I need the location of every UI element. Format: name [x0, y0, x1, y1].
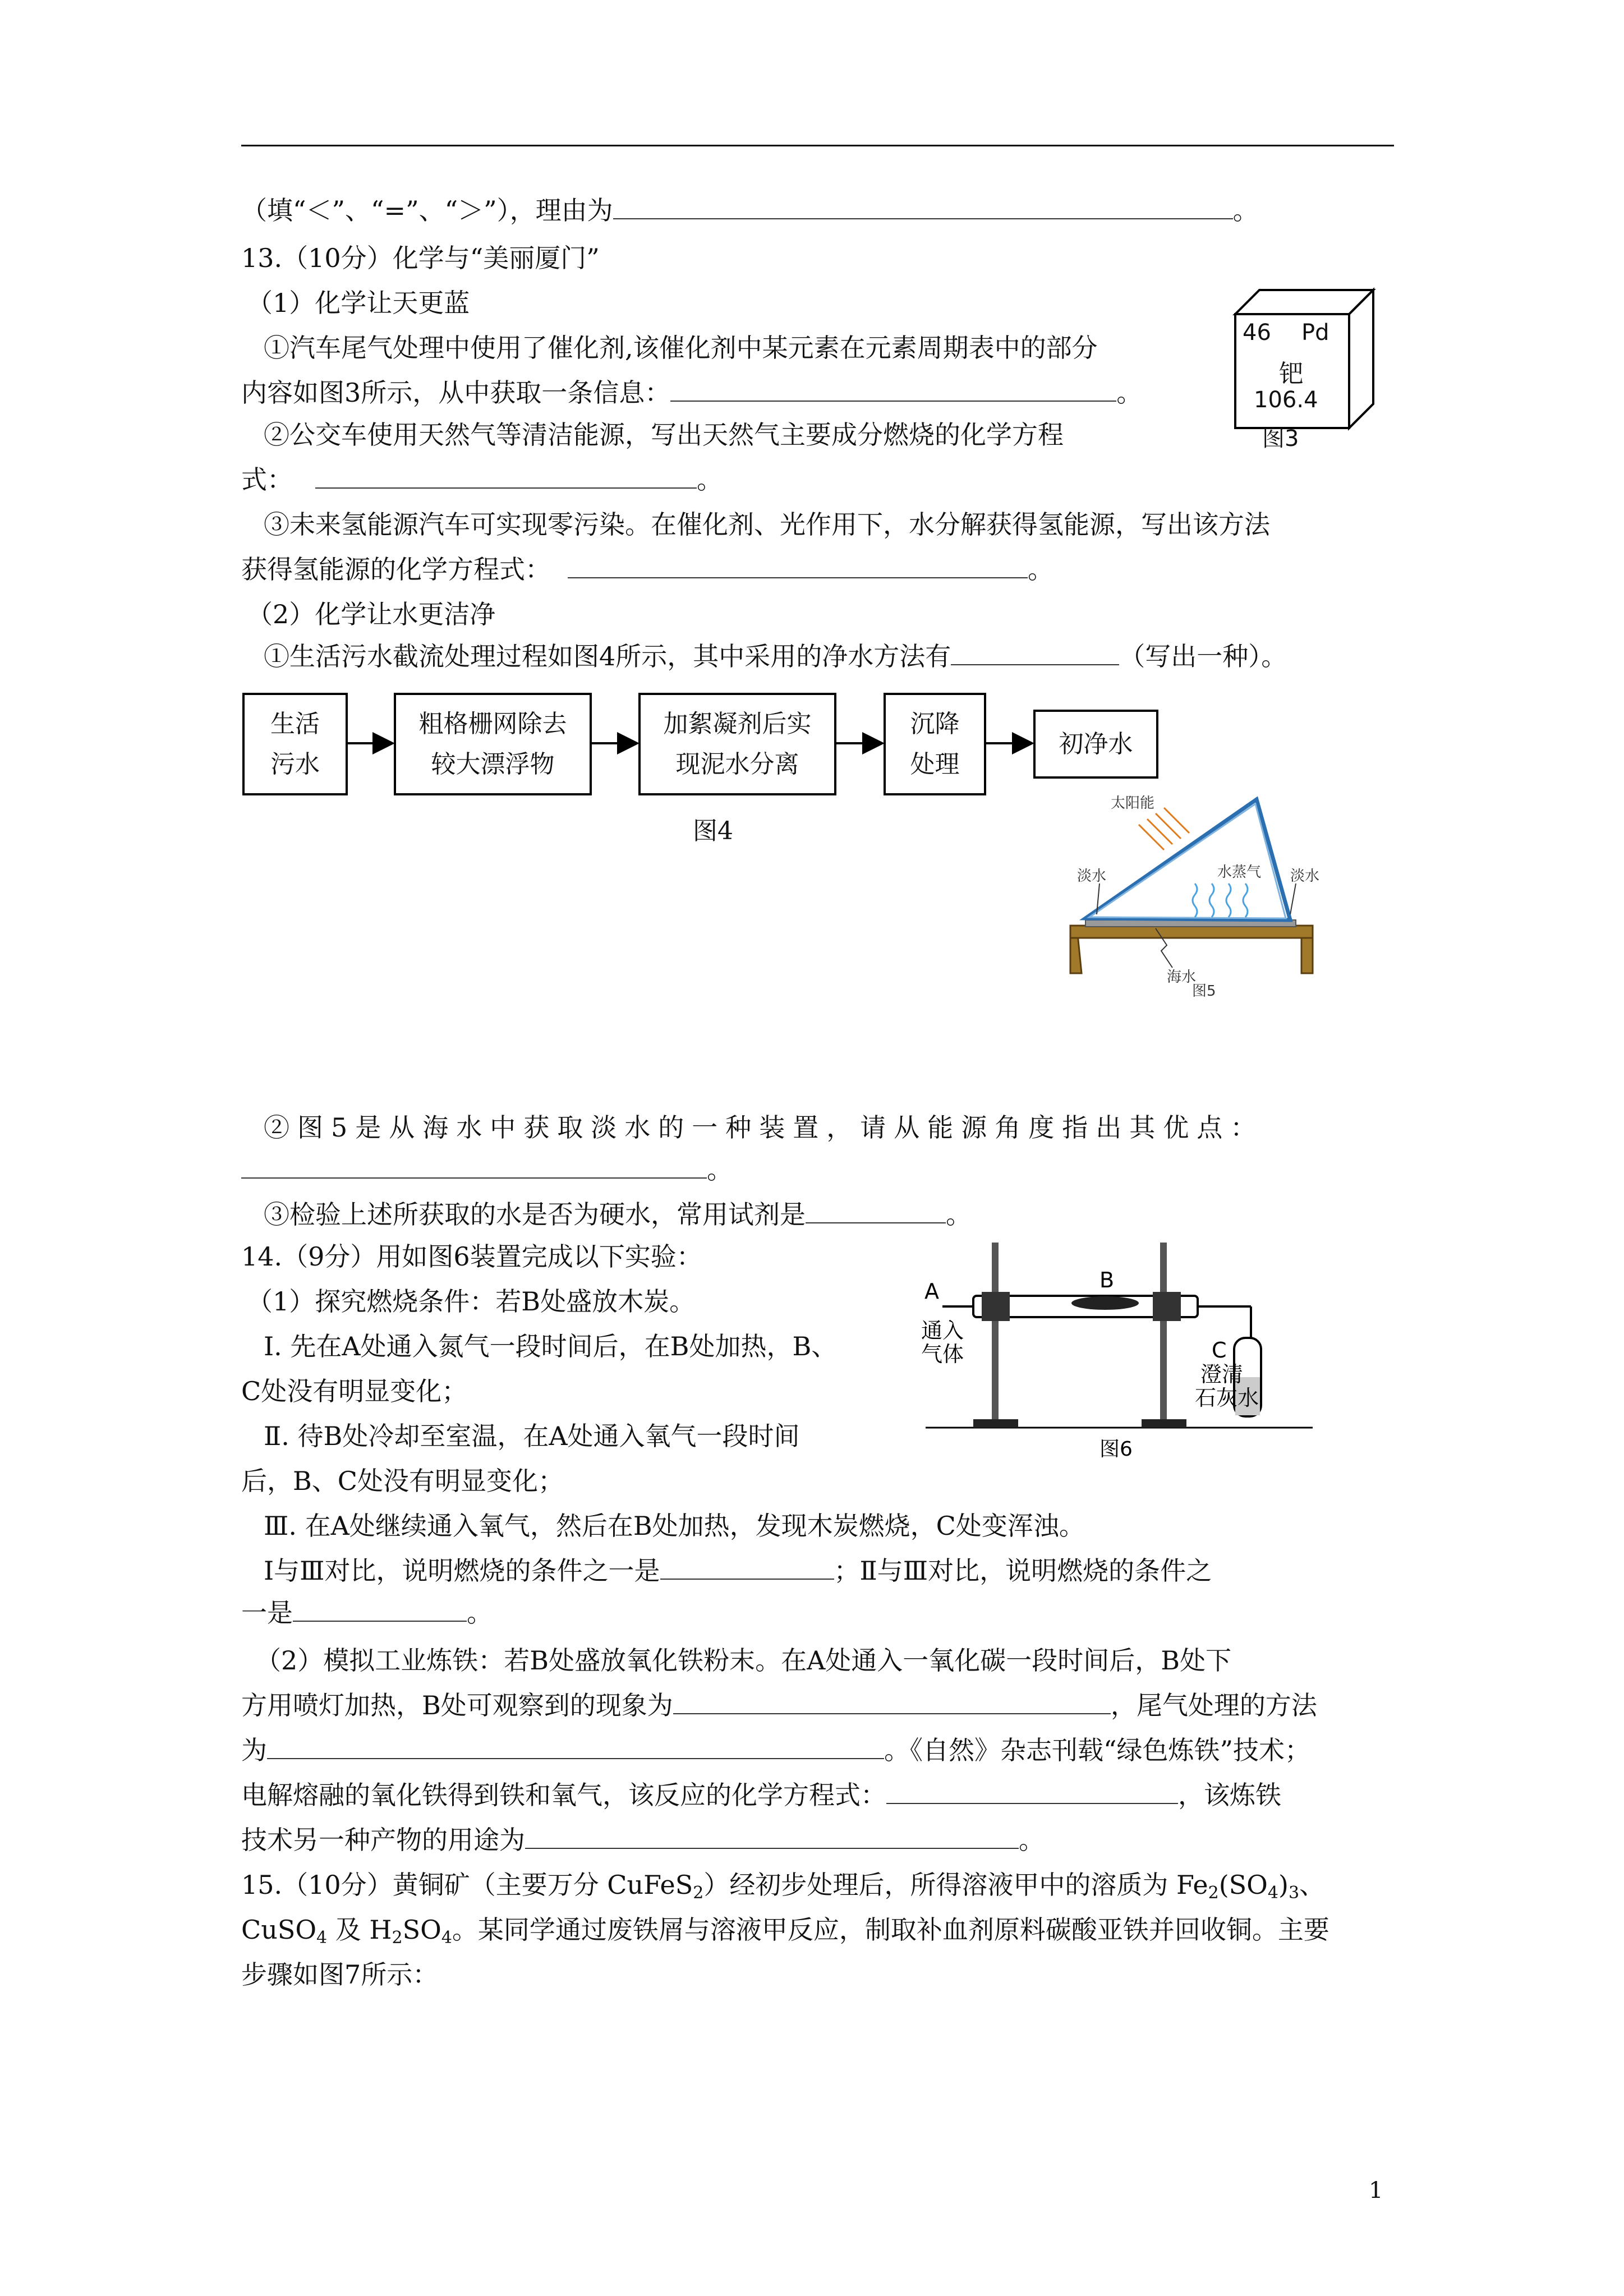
figure-5-caption: 图5: [1192, 983, 1216, 1000]
q15-line-a: 15.（10分）黄铜矿（主要万分 CuFeS$_2$）经初步处理后，所得溶液甲中的溶质为 $Fe_2(SO_4)_3$、: [241, 1870, 1326, 1903]
label-solar-energy: 太阳能: [1111, 795, 1155, 812]
label-limewater-1: 澄清: [1200, 1362, 1244, 1387]
q14-part2-d: 电解熔融的氧化铁得到铁和氧气，该反应的化学方程式： ，该炼铁: [241, 1778, 1281, 1812]
q14-part1-heading: （1）探究燃烧条件：若B处盛放木炭。: [247, 1286, 696, 1317]
answer-blank[interactable]: [293, 1596, 467, 1622]
q13-part1-heading: （1）化学让天更蓝: [247, 288, 470, 318]
answer-blank[interactable]: [951, 639, 1119, 665]
q14-part2-e: 技术另一种产物的用途为 。: [241, 1823, 1045, 1857]
label-gas-in-1: 通入: [921, 1318, 964, 1343]
label-fresh-water-left: 淡水: [1077, 868, 1107, 885]
q14-title: 14.（9分）用如图6装置完成以下实验：: [241, 1241, 702, 1272]
answer-blank[interactable]: [670, 376, 1116, 402]
q13-p1-line-e: ③未来氢能源汽车可实现零污染。在催化剂、光作用下，水分解获得氢能源，写出该方法: [264, 509, 1270, 540]
q14-step2-b: 后，B、C处没有明显变化；: [241, 1466, 564, 1496]
label-fresh-water-right: 淡水: [1290, 868, 1320, 885]
q14-compare-line: Ⅰ与Ⅲ对比，说明燃烧的条件之一是 ；Ⅱ与Ⅲ对比，说明燃烧的条件之: [264, 1554, 1212, 1588]
label-limewater-2: 石灰水: [1195, 1386, 1259, 1410]
answer-blank[interactable]: [886, 1778, 1178, 1804]
q15-line-c: 步骤如图7所示：: [241, 1959, 439, 1990]
answer-blank[interactable]: [568, 553, 1028, 578]
q14-step1-b: C处没有明显变化；: [241, 1376, 468, 1406]
answer-blank[interactable]: [267, 1733, 884, 1759]
q15-line-b: CuSO$_4$ 及 $H_2SO_4$。某同学通过废铁屑与溶液甲反应，制取补血剂原料碳酸亚铁并回收铜。主要: [241, 1915, 1329, 1948]
q14-compare-line-2: 一是 。: [241, 1596, 493, 1630]
answer-blank[interactable]: [315, 463, 697, 489]
figure-3-caption: 图3: [1262, 426, 1299, 452]
figure-5-solar-still: [1055, 788, 1346, 1001]
q13-p2-line-b: ②图5是从海水中获取淡水的一种装置，请从能源角度指出其优点：: [264, 1112, 1264, 1143]
q14-step1-a: Ⅰ. 先在A处通入氮气一段时间后，在B处加热，B、: [264, 1331, 838, 1361]
answer-blank[interactable]: [806, 1198, 946, 1223]
q13-p1-line-f: 获得氢能源的化学方程式： 。: [241, 553, 1053, 586]
q13-part2-heading: （2）化学让水更洁净: [247, 599, 496, 629]
answer-blank[interactable]: [673, 1688, 1111, 1714]
q14-part2-a: （2）模拟工业炼铁：若B处盛放氧化铁粉末。在A处通入一氧化碳一段时间后，B处下: [255, 1645, 1232, 1676]
figure-4-caption: 图4: [693, 817, 733, 845]
q13-p2-line-b-answer: 。: [241, 1153, 733, 1186]
label-water-vapor: 水蒸气: [1217, 864, 1262, 881]
q13-p1-line-b: 内容如图3所示，从中获取一条信息： 。: [241, 376, 1142, 409]
q13-p1-line-c: ②公交车使用天然气等清洁能源，写出天然气主要成分燃烧的化学方程: [264, 420, 1064, 450]
figure-6-caption: 图6: [1099, 1438, 1133, 1461]
flow-box-coarse-screen: 粗格栅网除去 较大漂浮物: [394, 693, 592, 795]
figure-3-element-card: [1223, 283, 1391, 452]
label-a: A: [924, 1279, 939, 1304]
answer-blank[interactable]: [613, 194, 1233, 219]
label-seawater: 海水: [1167, 969, 1197, 986]
q14-part2-b: 方用喷灯加热，B处可观察到的现象为 ，尾气处理的方法: [241, 1688, 1317, 1722]
element-card-drawing: [1223, 283, 1391, 452]
atomic-number: 46: [1243, 320, 1271, 346]
q14-step3: Ⅲ. 在A处继续通入氧气，然后在B处加热，发现木炭燃烧，C处变浑浊。: [264, 1511, 1085, 1541]
element-symbol: Pd: [1301, 320, 1329, 346]
answer-blank[interactable]: [241, 1153, 707, 1179]
figure-6-apparatus: [920, 1231, 1313, 1478]
flow-box-clean-water: 初净水: [1033, 710, 1158, 779]
label-b: B: [1099, 1268, 1115, 1292]
q13-p2-line-a: ①生活污水截流处理过程如图4所示，其中采用的净水方法有 （写出一种）。: [264, 639, 1287, 673]
flow-box-flocculant: 加絮凝剂后实 现泥水分离: [638, 693, 836, 795]
flow-box-settling: 沉降 处理: [884, 693, 986, 795]
flow-arrows: [337, 729, 1043, 757]
element-name: 钯: [1279, 360, 1304, 388]
q13-p1-line-d: 式： 。: [241, 463, 723, 496]
q14-step2-a: Ⅱ. 待B处冷却至室温，在A处通入氧气一段时间: [264, 1421, 800, 1451]
page-number: 1: [1369, 2178, 1383, 2203]
line-fill-reason: （填“＜”、“=”、“＞”），理由为 。: [241, 194, 1259, 227]
answer-blank[interactable]: [525, 1823, 1019, 1849]
q13-title: 13.（10分）化学与“美丽厦门”: [241, 243, 600, 273]
label-gas-in-2: 气体: [921, 1342, 964, 1366]
q13-p1-line-a: ①汽车尾气处理中使用了催化剂,该催化剂中某元素在元素周期表中的部分: [264, 333, 1098, 363]
q13-p2-line-c: ③检验上述所获取的水是否为硬水，常用试剂是 。: [264, 1198, 972, 1231]
label-c: C: [1212, 1338, 1227, 1363]
flow-box-sewage: 生活 污水: [242, 693, 348, 795]
q14-part2-c: 为 。《自然》杂志刊载“绿色炼铁”技术；: [241, 1733, 1310, 1767]
answer-blank[interactable]: [660, 1554, 834, 1580]
header-rule: [241, 145, 1394, 146]
atomic-mass: 106.4: [1254, 387, 1318, 413]
